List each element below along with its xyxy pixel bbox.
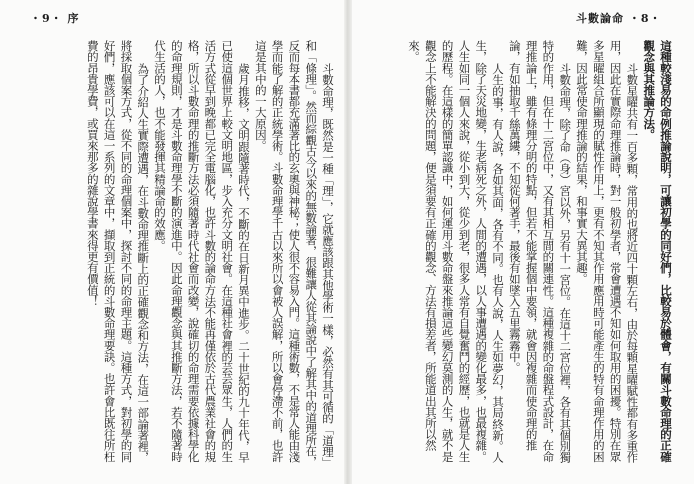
right-page-body xyxy=(358,40,674,470)
right-page-header: 斗數論命 ・8・ xyxy=(576,12,662,25)
book-gutter xyxy=(344,0,352,484)
right-paragraph-3: 斗數命理，除了命（身）宮以外，另有十一宮位。在這十二宮位裡，各有其個別獨特的作用，但在十二宮位中，又有其相互間的關連性。這種複雜的命盤程式設計，在命理推論上，雖有條理分明的特點，但若不能掌握個中要領，就會因複雜而使命理的推論，有如抽取千絲萬縷，不知從何著手，最後有如墜入五里霧霧中。 xyxy=(507,40,573,463)
right-paragraph-1: 這種較淺易的命例推論說明，可讓初學的同好們，比較易於體會，有關斗數命理的正確觀念與其推論方法。 xyxy=(642,40,673,462)
left-paragraph-2: 歲月推移，文明跟隨著時代，不斷的在日新月異中進步。二十世紀的九十年代，早已使這個世界上較文明地區，步入充分文明社會。在這種社會裡的芸芸眾生，人們的生活方式從早到晚都已完全電腦化，也許斗數的論命方法不能再僅依於古代農業社會的規格，所以斗數命理的推斷方法必須隨著時代社會而改變，說確切的命理需要依據科學化的命理規則，才是斗數命理學不斷的演進中。因此命理觀念與其推斷方法，若不隨著時代生活的人，也不能發揮其精論命的效應。 xyxy=(153,40,252,463)
left-paragraph-3: 為了介紹人生實際遭遇，在斗數命理推斷上的正確觀念和方法，在這一部論著裡，將採取個案方式，從不同的命理個案中，探討不同的命理主題。這種方式，對初學的同好們，應該可以在這一系列的文章中，擷取到正統的斗數命理要訣。也許會比既往所枉費的昂貴學費，或買來那多的雜說學書來得更有價值！ xyxy=(85,40,151,463)
left-page-body xyxy=(20,40,336,470)
left-page-header: ・9・ 序 xyxy=(30,12,80,25)
right-paragraph-4: 人生的事，有人說，各如其面，各有不同。也有人說，人生如夢幻，其局終新。人生，除了天災地變，生老病死之外，人間的遭遇，以人事遭遇的變化最多，也最複雜。人生如同一個人來說，從小到大，從少到老，很多人常有自覺奮鬥的經歷，也就是人生的歷程。在這樣的簡單認識中，如何運用斗數命盤來推論這些變幻莫測的人生，就不是觀念上不能解決的問題，便是須要有正確的觀念、方法有損差者，所能道出其所以然來。 xyxy=(407,40,506,463)
right-paragraph-2: 斗數星曜共有一百多顆，常用的也將近四十顆左右，由於每顆星曜賦性都有多重作用，因此在實際命理推論時，對一般初學者，常會遭遇不知如何取用的困擾。特別在眾多星曜組合所顯現的賦性作用上，更有不知其作用應用時可能產生的特有命理作用的困難，因此常使命理推論的結果，和事實大異其趣。 xyxy=(575,40,640,463)
left-paragraph-1: 斗數命理，既然是一種「理」，它就應該跟其他學術一樣，必然有其可循的「道理」和「條理」。然而綜觀古今以來的無數論著，很難讓人從其論說中了解其中的道理所在，反而每本書都充滿著比的玄奧與神秘；使人很不容易入門。這種術數，不是常人能由淺學而能了解的正統學術。斗數命理學千古以來所以會被人誤解，所以會停滯不前，也許這是其中的一大原因。 xyxy=(253,40,335,468)
